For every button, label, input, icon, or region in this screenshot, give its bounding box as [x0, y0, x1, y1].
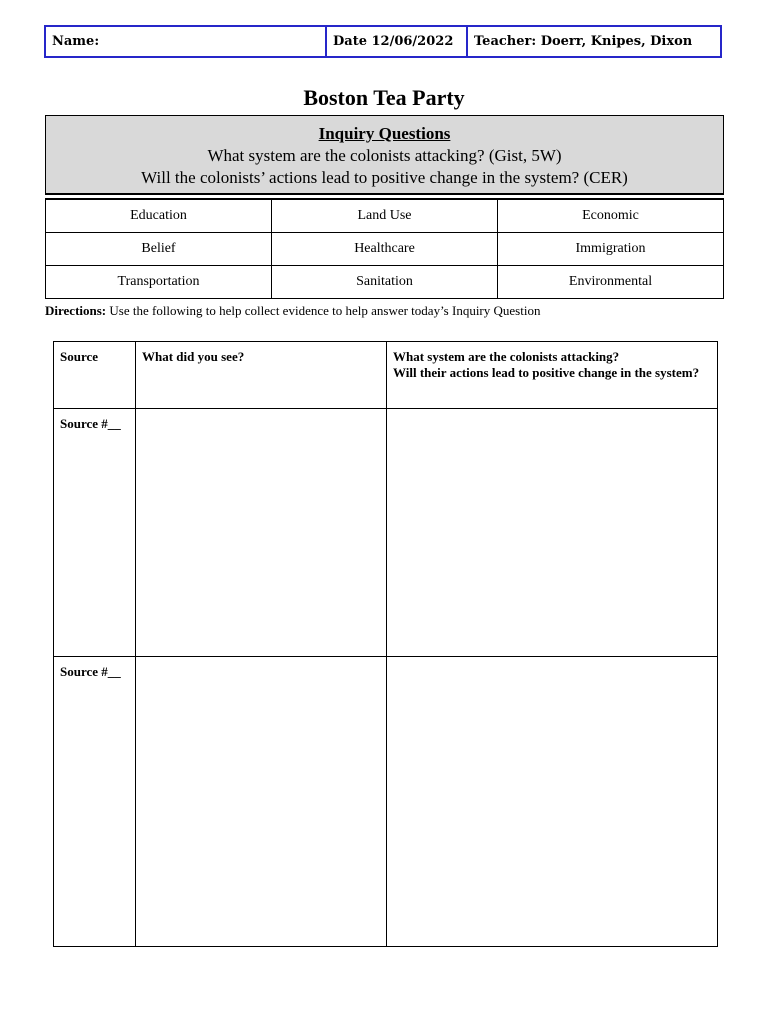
- evidence-row: [54, 409, 718, 657]
- category-cell: Land Use: [272, 199, 498, 233]
- categories-row: [46, 266, 724, 299]
- categories-row: [46, 233, 724, 266]
- category-cell: Education: [46, 199, 272, 233]
- categories-row: [46, 199, 724, 233]
- name-field[interactable]: Name:: [44, 25, 327, 58]
- directions-label: Directions:: [45, 303, 107, 318]
- category-cell: Healthcare: [272, 233, 498, 266]
- inquiry-heading: Inquiry Questions: [318, 124, 451, 143]
- evidence-table: [53, 341, 718, 947]
- inquiry-box: [45, 115, 724, 195]
- category-cell: Sanitation: [272, 266, 498, 299]
- header-bar: [44, 25, 724, 58]
- system-categories-table: [45, 198, 724, 299]
- inquiry-question-1: What system are the colonists attacking? (Gist, 5W): [207, 146, 562, 165]
- date-field: Date 12/06/2022: [325, 25, 468, 58]
- seen-answer-cell[interactable]: [136, 657, 387, 947]
- header-system-question: What system are the colonists attacking? Will their actions lead to positive change in the system?: [387, 342, 718, 409]
- directions-text: Use the following to help collect evidence to help answer today’s Inquiry Question: [106, 303, 541, 318]
- inquiry-question-2: Will the colonists’ actions lead to positive change in the system? (CER): [141, 168, 628, 187]
- evidence-header-row: [54, 342, 718, 409]
- source-number-cell[interactable]: Source #__: [54, 409, 136, 657]
- category-cell: Immigration: [498, 233, 724, 266]
- category-cell: Transportation: [46, 266, 272, 299]
- page-title: Boston Tea Party: [303, 85, 465, 110]
- teacher-field: Teacher: Doerr, Knipes, Dixon: [466, 25, 722, 58]
- seen-answer-cell[interactable]: [136, 409, 387, 657]
- system-answer-cell[interactable]: [387, 657, 718, 947]
- system-answer-cell[interactable]: [387, 409, 718, 657]
- directions: [45, 302, 540, 320]
- evidence-row: [54, 657, 718, 947]
- category-cell: Belief: [46, 233, 272, 266]
- header-source: Source: [54, 342, 136, 409]
- category-cell: Economic: [498, 199, 724, 233]
- header-what-did-you-see: What did you see?: [136, 342, 387, 409]
- category-cell: Environmental: [498, 266, 724, 299]
- source-number-cell[interactable]: Source #__: [54, 657, 136, 947]
